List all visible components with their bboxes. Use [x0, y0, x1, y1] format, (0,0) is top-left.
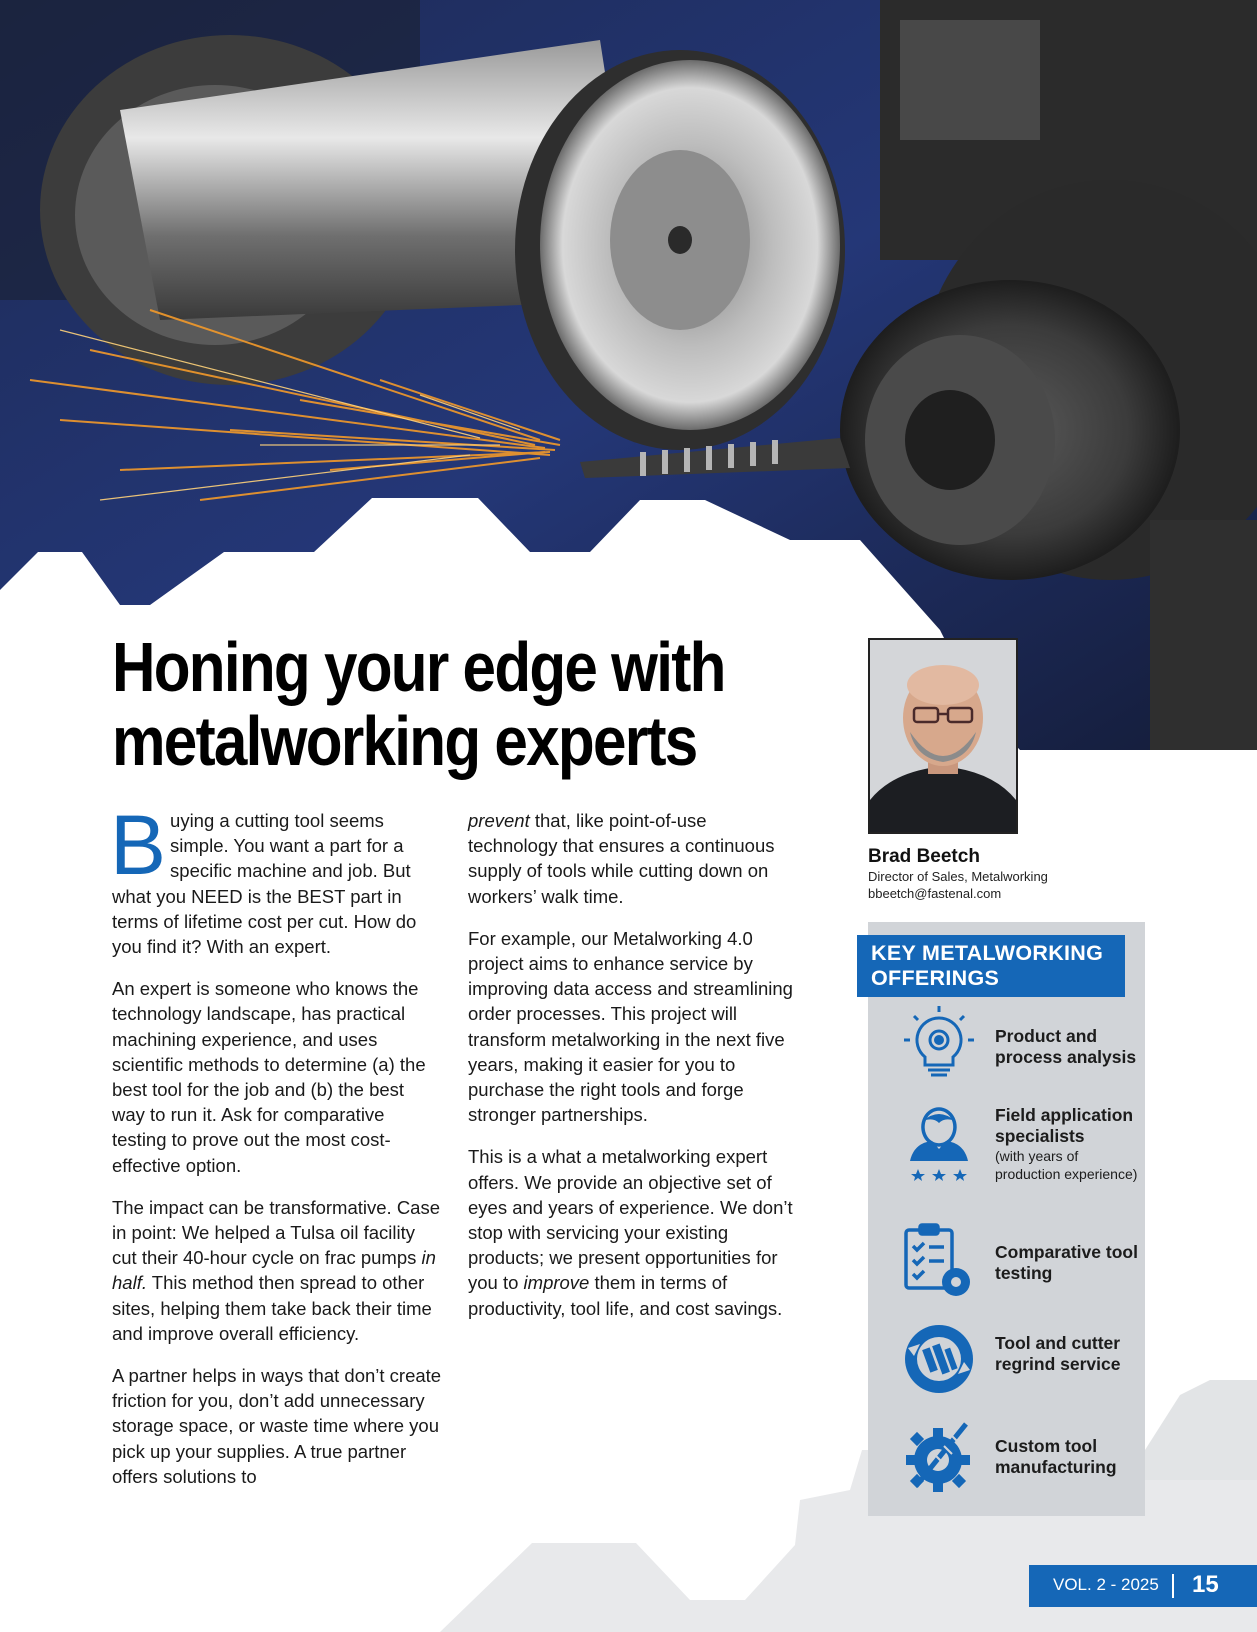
paragraph-5: For example, our Metalworking 4.0 project aims to enhance service by improving data access and streamlining order processes. This project will transform metalworking in the next five years, making it easier for you to purchase the right tools and forge stronger partnerships. [468, 927, 793, 1126]
checklist-gear-icon [900, 1222, 978, 1300]
paragraph-4-start [112, 1363, 442, 1487]
offering-label: Comparative tool testing [995, 1242, 1138, 1283]
offerings-heading [857, 935, 1125, 997]
custom-tool-gear-icon [900, 1418, 978, 1496]
footer-divider [1172, 1574, 1174, 1598]
article-column-2 [468, 808, 798, 1338]
paragraph-6 [468, 1144, 798, 1320]
paragraph-6-text-a: This is a what a metalworking expert offers. We provide an objective set of eyes and years of experience. We don’t stop with servicing your existing products; we present opportunities for you to [468, 1146, 793, 1294]
article-column-1 [110, 798, 442, 1487]
offerings-heading-line-1: KEY METALWORKING [871, 941, 1104, 965]
regrind-cycle-icon [900, 1320, 978, 1398]
drop-cap: B [110, 798, 167, 892]
author-email: bbeetch@fastenal.com [868, 886, 1002, 901]
paragraph-3 [112, 1195, 442, 1346]
title-line-2: metalworking experts [112, 702, 697, 780]
paragraph-2: An expert is someone who knows the technology landscape, has practical machining experience, and uses scientific methods to determine (a) the best tool for the job and (b) the best way to run it. Ask for comparative testing to prove out the most cost-effective option. [112, 978, 426, 1176]
offering-label: Product and process analysis [995, 1026, 1137, 1067]
paragraph-6-emphasis: improve [523, 1272, 590, 1294]
offering-label: Custom tool manufacturing [995, 1436, 1117, 1477]
page-number: 15 [1192, 1571, 1219, 1598]
paragraph-1 [110, 798, 442, 959]
paragraph-4-text: A partner helps in ways that don’t create friction for you, don’t add unnecessary storage space, or waste time where you pick up your supplies. A true partner offers solutions to [112, 1365, 442, 1487]
offerings-heading-line-2: OFFERINGS [871, 966, 1000, 990]
offering-label [995, 1105, 1140, 1183]
author-role: Director of Sales, Metalworking [868, 869, 1048, 884]
page-footer [1029, 1565, 1257, 1607]
paragraph-4-continued [468, 808, 798, 909]
title-line-1: Honing your edge with [112, 628, 725, 706]
paragraph-3-text-a: The impact can be transformative. Case in point: We helped a Tulsa oil facility cut their 40-hour cycle on frac pumps [112, 1196, 441, 1269]
author-photo-illustration [870, 640, 1016, 832]
paragraph-3-text-b: This method then spread to other sites, helping them take back their time and improve overall efficiency. [112, 1272, 432, 1344]
gear-lightbulb-icon [900, 1004, 978, 1082]
author-name: Brad Beetch [868, 846, 980, 867]
paragraph-1-text: uying a cutting tool seems simple. You want a part for a specific machine and job. But what you NEED is the BEST part in terms of lifetime cost per cut. How do you find it? With an expert. [112, 810, 417, 958]
offering-label-text: Field application specialists [995, 1105, 1134, 1146]
volume-label: VOL. 2 - 2025 [1053, 1575, 1159, 1594]
offering-sublabel: (with years of production experience) [995, 1148, 1138, 1182]
offering-label: Tool and cutter regrind service [995, 1333, 1121, 1374]
author-portrait [868, 638, 1018, 834]
paragraph-3-emphasis: in half. [112, 1247, 436, 1294]
paragraph-4-text-b: that, like point-of-use technology that ensures a continuous supply of tools while cutting down on workers’ walk time. [468, 810, 775, 907]
specialist-person-icon [900, 1103, 978, 1181]
paragraph-6-text-b: them in terms of productivity, tool life, and cost savings. [468, 1272, 783, 1319]
article-title [112, 630, 731, 778]
paragraph-4-emphasis: prevent [468, 810, 530, 831]
